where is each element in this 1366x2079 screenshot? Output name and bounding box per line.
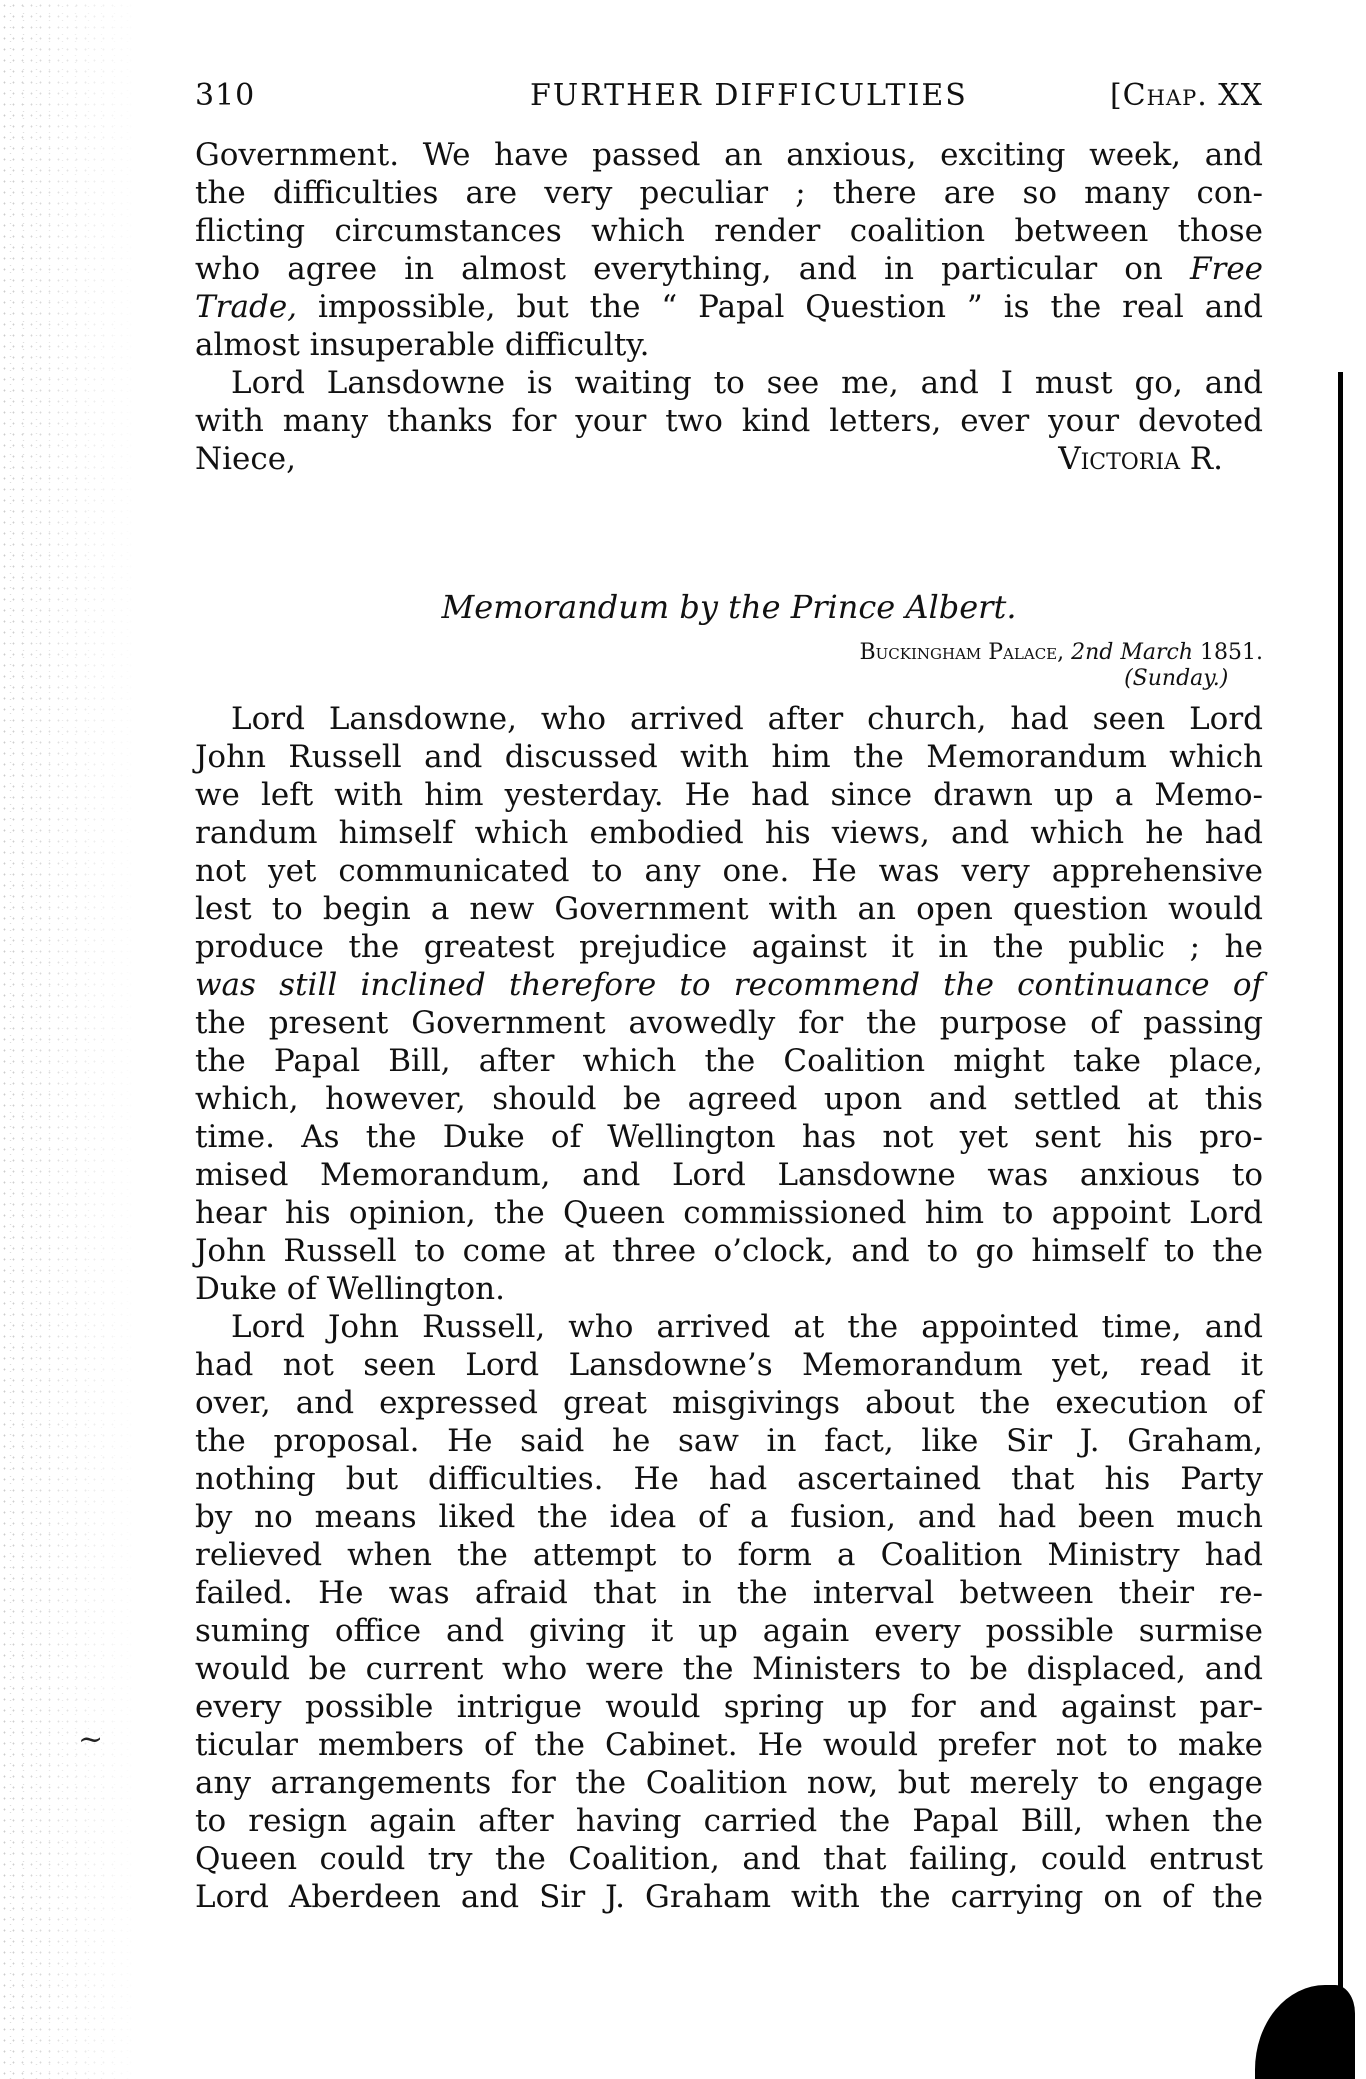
text-line: we left with him yesterday. He had since drawn up a Memo- [195,777,1263,813]
text-line: would be current who were the Ministers to be displaced, and [195,1651,1263,1687]
text-line: hear his opinion, the Queen commissioned him to appoint Lord [195,1195,1263,1231]
text-line: failed. He was afraid that in the interval between their re- [195,1575,1263,1611]
place: Buckingham Palace, [859,640,1065,665]
text-line: produce the greatest prejudice against it in the public ; he [195,929,1263,965]
date-year: 1851. [1200,640,1263,665]
weekday: (Sunday.) [1124,666,1229,691]
text-line: the difficulties are very peculiar ; there are so many con- [195,175,1263,211]
date-day: 2nd [1071,640,1114,665]
chapter-label: [Chap. XX [1109,78,1263,113]
letter-paragraph-1 [195,136,1263,364]
text-line: with many thanks for your two kind letters, ever your devoted [195,403,1263,439]
text-line: to resign again after having carried the Papal Bill, when the [195,1803,1263,1839]
text-line: ticular members of the Cabinet. He would prefer not to make [195,1727,1263,1763]
date-month: March [1120,640,1194,665]
signature: Victoria R. [1058,441,1223,477]
page-corner-shadow [1255,1985,1355,2079]
memorandum-title: Memorandum by the Prince Albert. [441,588,1017,626]
text-line: not yet communicated to any one. He was very apprehensive [195,853,1263,889]
text-line: the proposal. He said he saw in fact, like Sir J. Graham, [195,1423,1263,1459]
text-line: Queen could try the Coalition, and that failing, could entrust [195,1841,1263,1877]
italic-free: Free [1189,251,1264,287]
margin-mark: ~ [78,1722,104,1757]
closing: Niece, [195,441,296,477]
text-line: John Russell and discussed with him the Memorandum which [195,739,1263,775]
running-head [195,78,1263,118]
text-line: every possible intrigue would spring up for and against par- [195,1689,1263,1725]
text-line: Lord Aberdeen and Sir J. Graham with the carrying on of the [195,1879,1263,1915]
memo-paragraph-2-cont [195,1346,1263,1916]
memo-paragraph-2 [195,1308,1263,1346]
text-line: Lord John Russell, who arrived at the appointed time, and [231,1309,1263,1345]
text-line: was still inclined therefore to recommend the continuance of [195,967,1263,1003]
text-line: Lord Lansdowne is waiting to see me, and I must go, and [231,365,1263,401]
running-title: FURTHER DIFFICULTIES [530,78,968,113]
letter-paragraph-2-cont [195,402,1263,478]
text-line: the Papal Bill, after which the Coalition might take place, [195,1043,1263,1079]
text-line: Trade, impossible, but the “ Papal Question ” is the real and [195,289,1263,325]
text-line: relieved when the attempt to form a Coalition Ministry had [195,1537,1263,1573]
text-line: had not seen Lord Lansdowne’s Memorandum yet, read it [195,1347,1263,1383]
text-line: lest to begin a new Government with an open question would [195,891,1263,927]
text-line: almost insuperable difficulty. [195,327,650,363]
italic-trade: Trade, [195,289,298,325]
text-line: nothing but difficulties. He had ascertained that his Party [195,1461,1263,1497]
memo-paragraph-1 [195,700,1263,738]
closing-line [195,440,1263,478]
text-line: time. As the Duke of Wellington has not yet sent his pro- [195,1119,1263,1155]
page-number: 310 [195,78,256,113]
text-line: mised Memorandum, and Lord Lansdowne was anxious to [195,1157,1263,1193]
text-line: flicting circumstances which render coalition between those [195,213,1263,249]
memorandum-text [195,700,1263,1916]
text-line: suming office and giving it up again every possible surmise [195,1613,1263,1649]
text-line: who agree in almost everything, and in particular on Free [195,251,1264,287]
text-line: over, and expressed great misgivings about the execution of [195,1385,1263,1421]
letter-paragraph-2 [195,364,1263,402]
text-line: by no means liked the idea of a fusion, and had been much [195,1499,1263,1535]
text-line: the present Government avowedly for the purpose of passing [195,1005,1263,1041]
scan-noise-margin [0,0,140,2079]
letter-text [195,136,1263,478]
text-line: Duke of Wellington. [195,1271,505,1307]
page-edge-shadow [1338,372,1343,2062]
text-line: Government. We have passed an anxious, exciting week, and [195,137,1263,173]
dateline [859,640,1263,692]
text-line: Lord Lansdowne, who arrived after church, had seen Lord [231,701,1263,737]
memo-paragraph-1-cont [195,738,1263,1308]
text-line: John Russell to come at three o’clock, and to go himself to the [195,1233,1263,1269]
text-line: randum himself which embodied his views, and which he had [195,815,1263,851]
text-line: any arrangements for the Coalition now, but merely to engage [195,1765,1263,1801]
text-line: which, however, should be agreed upon and settled at this [195,1081,1263,1117]
